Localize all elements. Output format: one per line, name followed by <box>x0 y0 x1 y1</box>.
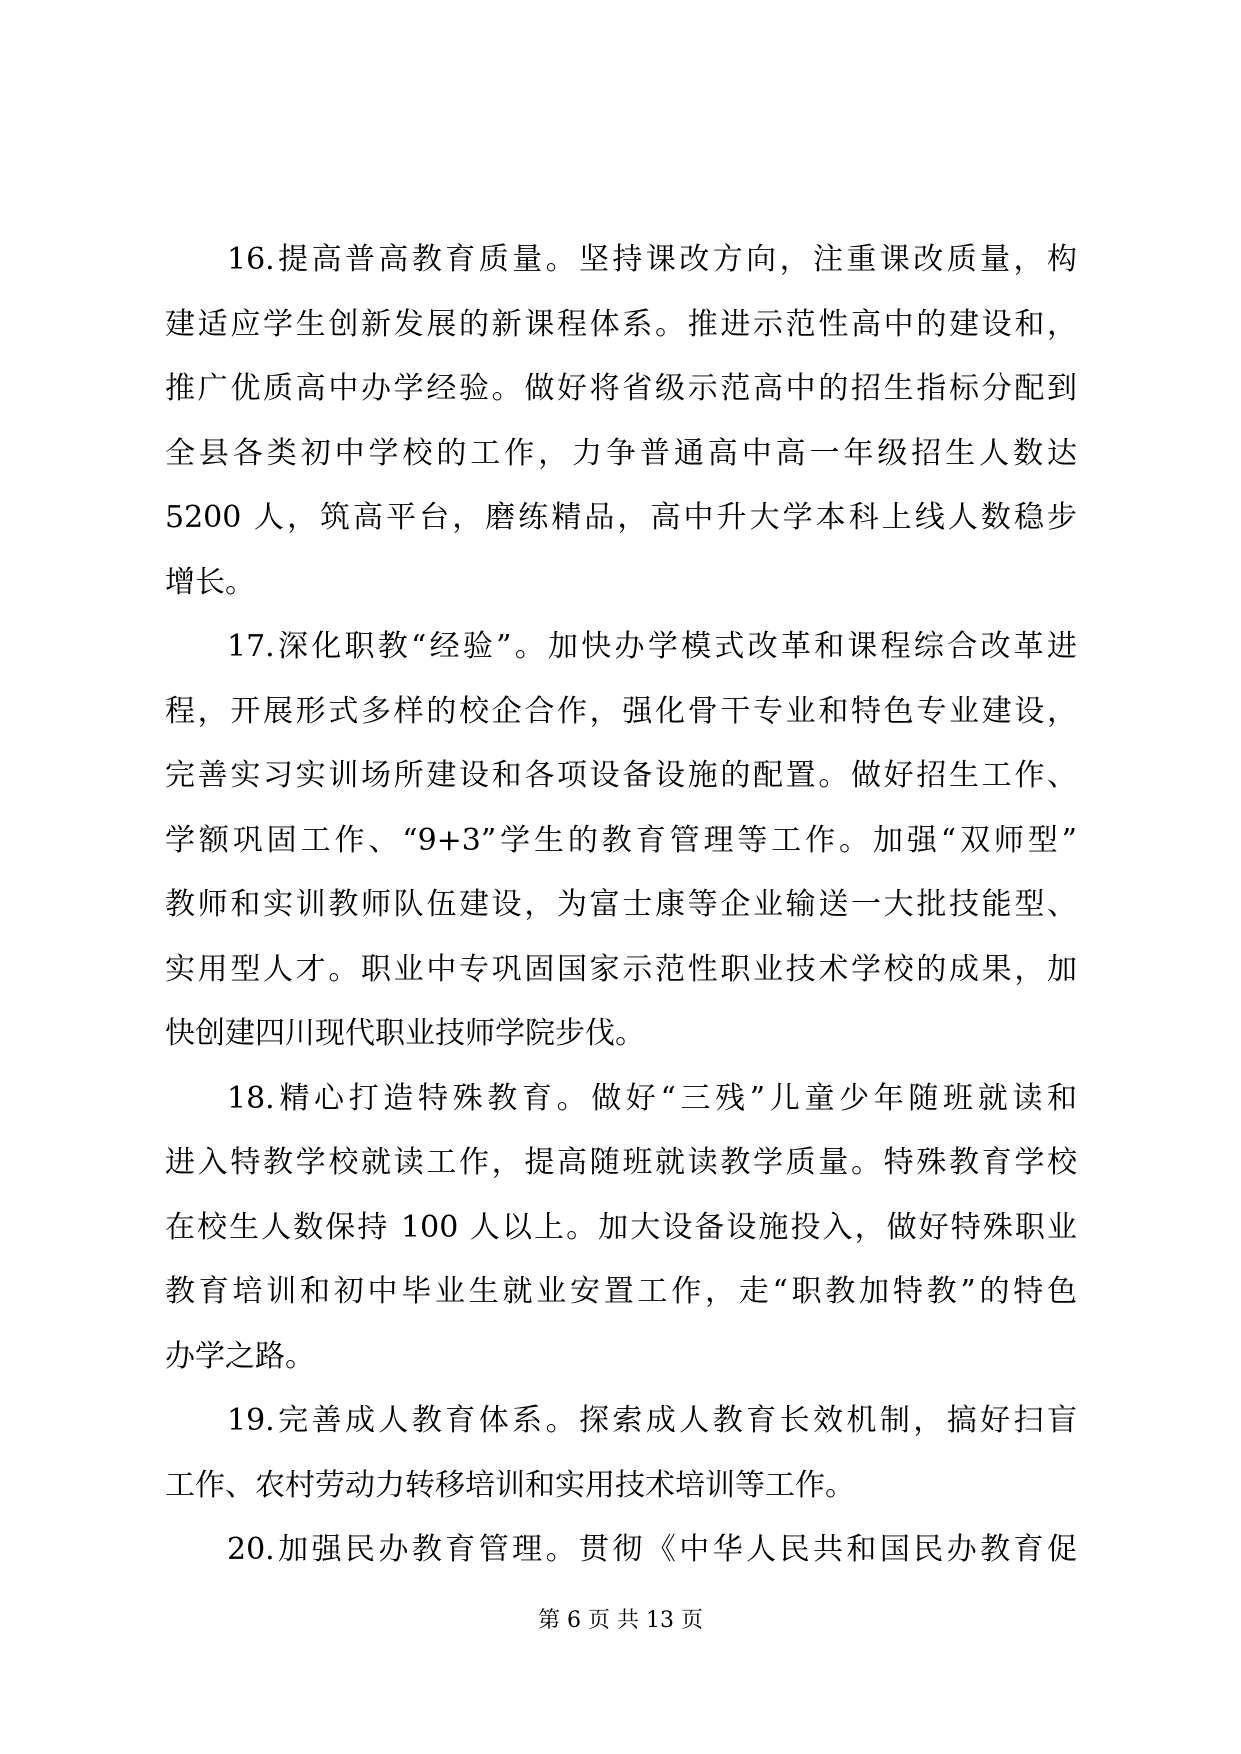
text-line: 工作、农村劳动力转移培训和实用技术培训等工作。 <box>165 1467 855 1503</box>
text-line: 16.提高普高教育质量。坚持课改方向，注重课改质量，构 <box>227 242 1077 277</box>
text-line: 17.深化职教“经验”。加快办学模式改革和课程综合改革进 <box>227 629 1077 664</box>
text-line: 在校生人数保持 100 人以上。加大设备设施投入，做好特殊职业 <box>165 1209 1077 1245</box>
text-line: 5200 人，筑高平台，磨练精品，高中升大学本科上线人数稳步 <box>165 500 1077 535</box>
text-line: 20.加强民办教育管理。贯彻《中华人民共和国民办教育促 <box>227 1532 1077 1567</box>
text-line: 增长。 <box>165 564 255 600</box>
text-line: 进入特教学校就读工作，提高随班就读教学质量。特殊教育学校 <box>165 1145 1077 1180</box>
text-line: 教师和实训教师队伍建设，为富士康等企业输送一大批技能型、 <box>165 887 1077 922</box>
text-line: 推广优质高中办学经验。做好将省级示范高中的招生指标分配到 <box>165 371 1077 406</box>
page-footer: 第 6 页 共 13 页 <box>538 1608 703 1633</box>
text-line: 实用型人才。职业中专巩固国家示范性职业技术学校的成果，加 <box>165 951 1077 987</box>
text-line: 完善实习实训场所建设和各项设备设施的配置。做好招生工作、 <box>165 758 1077 793</box>
text-line: 建适应学生创新发展的新课程体系。推进示范性高中的建设和， <box>165 306 1077 342</box>
text-line: 教育培训和初中毕业生就业安置工作，走“职教加特教”的特色 <box>165 1274 1077 1309</box>
text-line: 办学之路。 <box>165 1338 315 1374</box>
body-text <box>165 228 1077 1583</box>
text-line: 18.精心打造特殊教育。做好“三残”儿童少年随班就读和 <box>227 1080 1077 1116</box>
text-line: 全县各类初中学校的工作，力争普通高中高一年级招生人数达 <box>165 435 1077 471</box>
text-line: 学额巩固工作、“9+3”学生的教育管理等工作。加强“双师型” <box>165 822 1077 858</box>
text-line: 程，开展形式多样的校企合作，强化骨干专业和特色专业建设， <box>165 693 1077 729</box>
text-line: 19.完善成人教育体系。探索成人教育长效机制，搞好扫盲 <box>227 1403 1077 1438</box>
text-line: 快创建四川现代职业技师学院步伐。 <box>165 1016 645 1051</box>
